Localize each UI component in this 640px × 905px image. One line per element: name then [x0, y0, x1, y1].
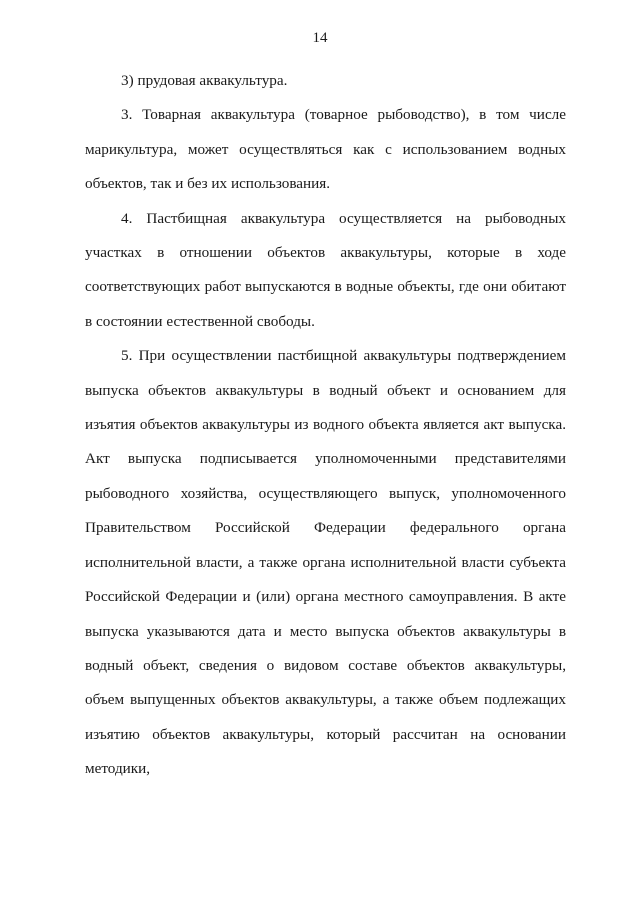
paragraph-item-3: 3) прудовая аквакультура. — [121, 72, 288, 89]
document-body — [85, 64, 566, 787]
page-number: 14 — [312, 30, 328, 46]
paragraph-commercial-aquaculture: 3. Товарная аквакультура (товарное рыбоводство), в том числе марикультура, может осуществляться как с использованием водных объектов, так и без их использования. — [85, 106, 566, 193]
paragraph-pasture-aquaculture: 4. Пастбищная аквакультура осуществляется на рыбоводных участках в отношении объектов аквакультуры, которые в ходе соответствующих работ выпускаются в водные объекты, где они обитают в состоянии естественной свободы. — [85, 209, 566, 330]
paragraph-release-act: 5. При осуществлении пастбищной аквакультуры подтверждением выпуска объектов аквакультуры в водный объект и основанием для изъятия объектов аквакультуры из водного объекта является акт выпуска. Акт выпуска подписывается уполномоченными представителями рыбоводного хозяйства, осуществляющего выпуск, уполномоченного Правительством Российской Федерации федерального органа исполнительной власти, а также органа исполнительной власти субъекта Российской Федерации и (или) органа местного самоуправления. В акте выпуска указываются дата и место выпуска объектов аквакультуры в водный объект, сведения о видовом составе объектов аквакультуры, объем выпущенных объектов аквакультуры, а также объем подлежащих изъятию объектов аквакультуры, который рассчитан на основании методики, — [85, 347, 566, 778]
